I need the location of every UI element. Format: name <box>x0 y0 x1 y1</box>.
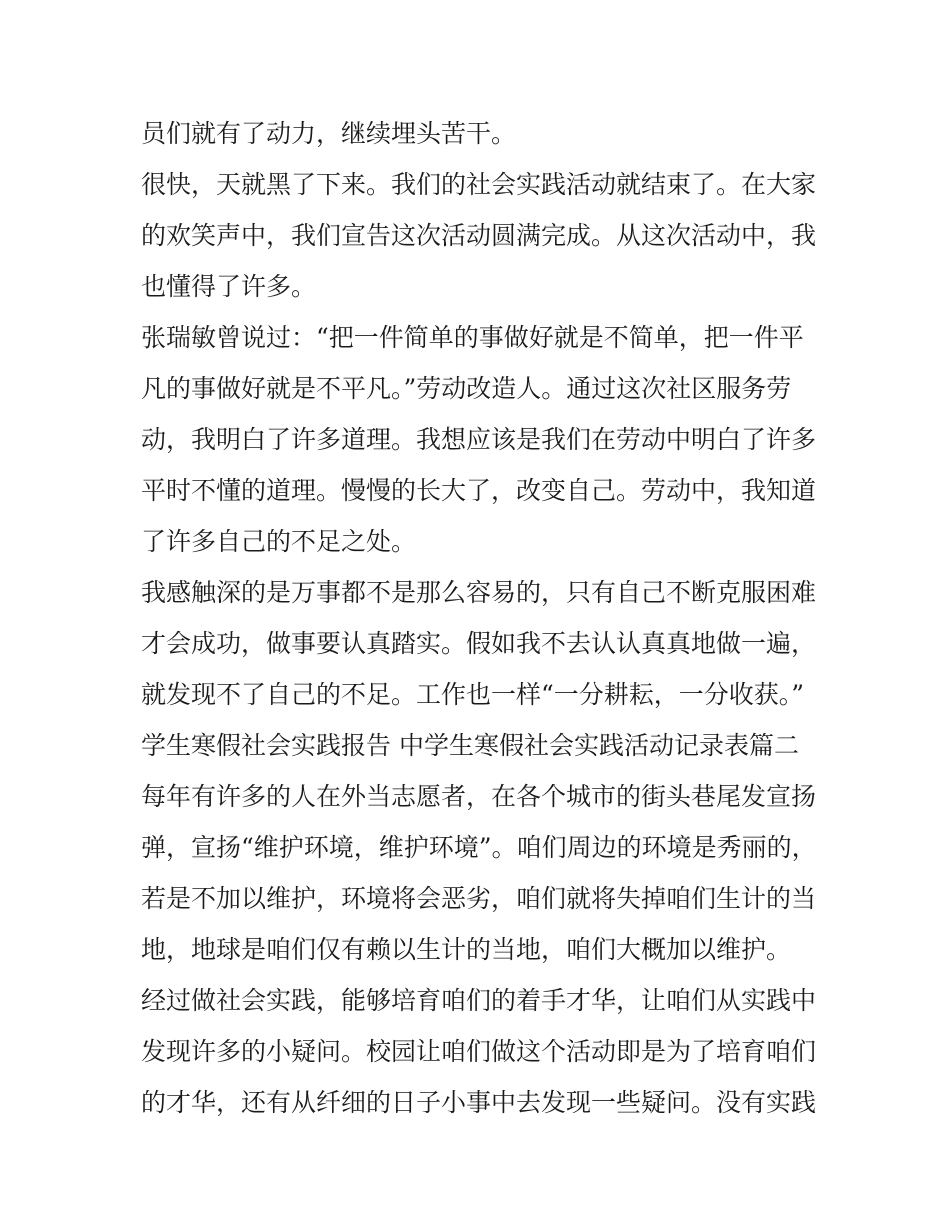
text-line: 的欢笑声中，我们宣告这次活动圆满完成。从这次活动中，我 <box>141 221 817 250</box>
text-line: 弹，宣扬“维护环境，维护环境”。咱们周边的环境是秀丽的， <box>141 833 817 862</box>
document-body <box>141 108 821 1128</box>
text-line: 也懂得了许多。 <box>141 272 317 301</box>
text-line: 地，地球是咱们仅有赖以生计的当地，咱们大概加以维护。 <box>141 935 792 964</box>
text-line: 若是不加以维护，环境将会恶劣，咱们就将失掉咱们生计的当 <box>141 884 817 913</box>
text-line: 就发现不了自己的不足。工作也一样“一分耕耘，一分收获。” <box>141 680 805 709</box>
text-line: 员们就有了动力，继续埋头苦干。 <box>141 119 517 148</box>
text-line: 每年有许多的人在外当志愿者，在各个城市的街头巷尾发宣扬 <box>141 782 817 811</box>
text-line: 的才华，还有从纤细的日子小事中去发现一些疑问。没有实践 <box>141 1088 817 1117</box>
text-line: 平时不懂的道理。慢慢的长大了，改变自己。劳动中，我知道 <box>141 476 817 505</box>
text-line: 经过做社会实践，能够培育咱们的着手才华，让咱们从实践中 <box>141 986 817 1015</box>
text-line: 了许多自己的不足之处。 <box>141 527 417 556</box>
text-line: 发现许多的小疑问。校园让咱们做这个活动即是为了培育咱们 <box>141 1037 817 1066</box>
text-line: 很快，天就黑了下来。我们的社会实践活动就结束了。在大家 <box>141 170 817 199</box>
text-line: 才会成功，做事要认真踏实。假如我不去认认真真地做一遍， <box>141 629 817 658</box>
text-line: 动，我明白了许多道理。我想应该是我们在劳动中明白了许多 <box>141 425 817 454</box>
text-line: 我感触深的是万事都不是那么容易的，只有自己不断克服困难 <box>141 578 817 607</box>
section-heading: 学生寒假社会实践报告 中学生寒假社会实践活动记录表篇二 <box>141 731 799 760</box>
text-line: 张瑞敏曾说过：“把一件简单的事做好就是不简单，把一件平 <box>141 323 804 352</box>
text-line: 凡的事做好就是不平凡。”劳动改造人。通过这次社区服务劳 <box>141 374 792 403</box>
